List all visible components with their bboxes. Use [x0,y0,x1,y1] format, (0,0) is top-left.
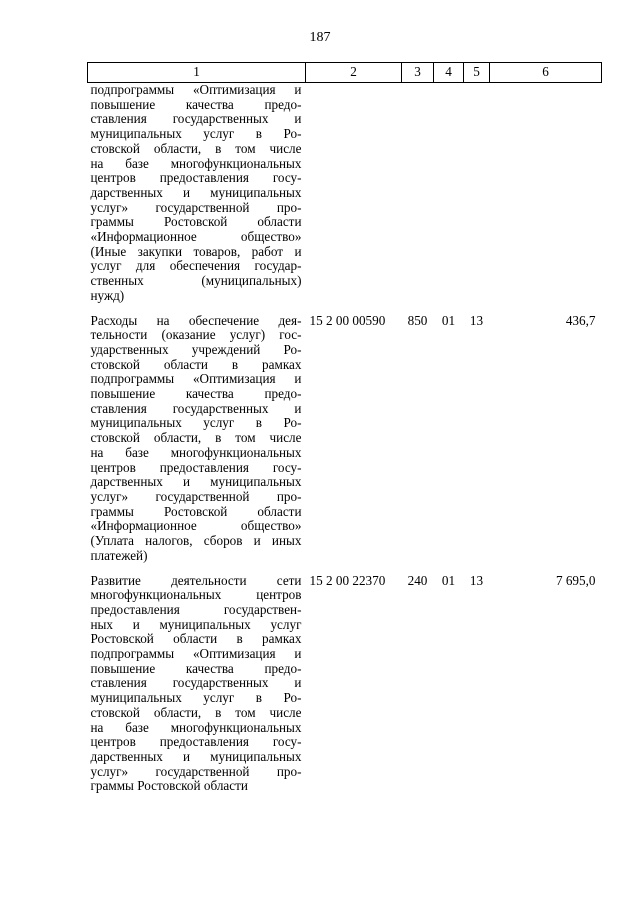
row-subsection [464,83,490,314]
description-line: Ростовской области в рамках [90,631,302,647]
description-line: услуг для обеспечения государ- [90,258,302,274]
column-header-3: 3 [402,63,434,83]
description-line: подпрограммы «Оптимизация и [90,371,302,387]
description-line: дарственных и муниципальных [90,474,302,490]
description-line: граммы Ростовской области [90,778,248,794]
column-header-5: 5 [464,63,490,83]
description-line: ставления государственных и [90,400,302,416]
description-line: повышение качества предо- [90,660,302,676]
row-amount [490,83,602,314]
description-line: стовской области, в том числе [90,704,302,720]
description-line: повышение качества предо- [90,96,302,112]
row-target-code: 15 2 00 22370 [309,572,386,588]
row-description [88,314,306,574]
description-line: ставления государственных и [90,111,302,127]
description-line: Расходы на обеспечение дея- [90,312,302,328]
description-line: дарственных и муниципальных [90,748,302,764]
row-section [434,83,464,314]
budget-table [87,62,602,794]
row-subsection: 13 [469,572,484,588]
row-subsection: 13 [469,312,484,328]
description-line: граммы Ростовской области [90,214,302,230]
row-target-code: 15 2 00 00590 [309,312,386,328]
description-line: (Уплата налогов, сборов и иных [90,533,302,549]
row-amount: 7 695,0 [555,572,596,588]
row-expense-type: 240 [407,572,428,588]
description-line: муниципальных услуг в Ро- [90,415,302,431]
row-description [88,574,306,795]
description-line: на базе многофункциональных [90,719,302,735]
row-section: 01 [441,312,456,328]
description-line: на базе многофункциональных [90,155,302,171]
description-line: платежей) [90,547,148,563]
description-line: центров предоставления госу- [90,734,302,750]
description-line: Развитие деятельности сети [90,572,302,588]
row-expense-type [402,83,434,314]
description-line: стовской области, в том числе [90,430,302,446]
row-section: 01 [441,572,456,588]
row-amount: 436,7 [565,312,596,328]
description-line: услуг» государственной про- [90,199,302,215]
row-description [88,83,306,314]
page-number: 187 [309,30,331,45]
description-line: (Иные закупки товаров, работ и [90,243,302,259]
description-line: «Информационное общество» [90,229,302,245]
table-header-row [88,63,602,83]
description-line: предоставления государствен- [90,601,302,617]
column-header-1: 1 [88,63,306,83]
column-header-6: 6 [490,63,602,83]
description-line: ных и муниципальных услуг [90,616,302,632]
description-line: тельности (оказание услуг) гос- [90,327,302,343]
description-line: подпрограммы «Оптимизация и [90,82,302,97]
description-line: стовской области в рамках [90,356,302,372]
row-target-code [306,83,402,314]
description-line: «Информационное общество» [90,518,302,534]
description-line: центров предоставления госу- [90,459,302,475]
table-row [88,574,602,795]
description-line: ударственных учреждений Ро- [90,341,302,357]
description-line: стовской области, в том числе [90,140,302,156]
row-expense-type: 850 [407,312,428,328]
column-header-2: 2 [306,63,402,83]
description-line: нужд) [90,287,125,303]
description-line: услуг» государственной про- [90,488,302,504]
description-line: ставления государственных и [90,675,302,691]
description-line: муниципальных услуг в Ро- [90,126,302,142]
description-line: центров предоставления госу- [90,170,302,186]
column-header-4: 4 [434,63,464,83]
description-line: на базе многофункциональных [90,444,302,460]
description-line: граммы Ростовской области [90,503,302,519]
description-line: многофункциональных центров [90,587,302,603]
description-line: подпрограммы «Оптимизация и [90,646,302,662]
description-line: муниципальных услуг в Ро- [90,690,302,706]
description-line: услуг» государственной про- [90,763,302,779]
description-line: дарственных и муниципальных [90,184,302,200]
description-line: повышение качества предо- [90,386,302,402]
description-line: ственных (муниципальных) [90,273,302,289]
table-row [88,83,602,314]
table-row [88,314,602,574]
